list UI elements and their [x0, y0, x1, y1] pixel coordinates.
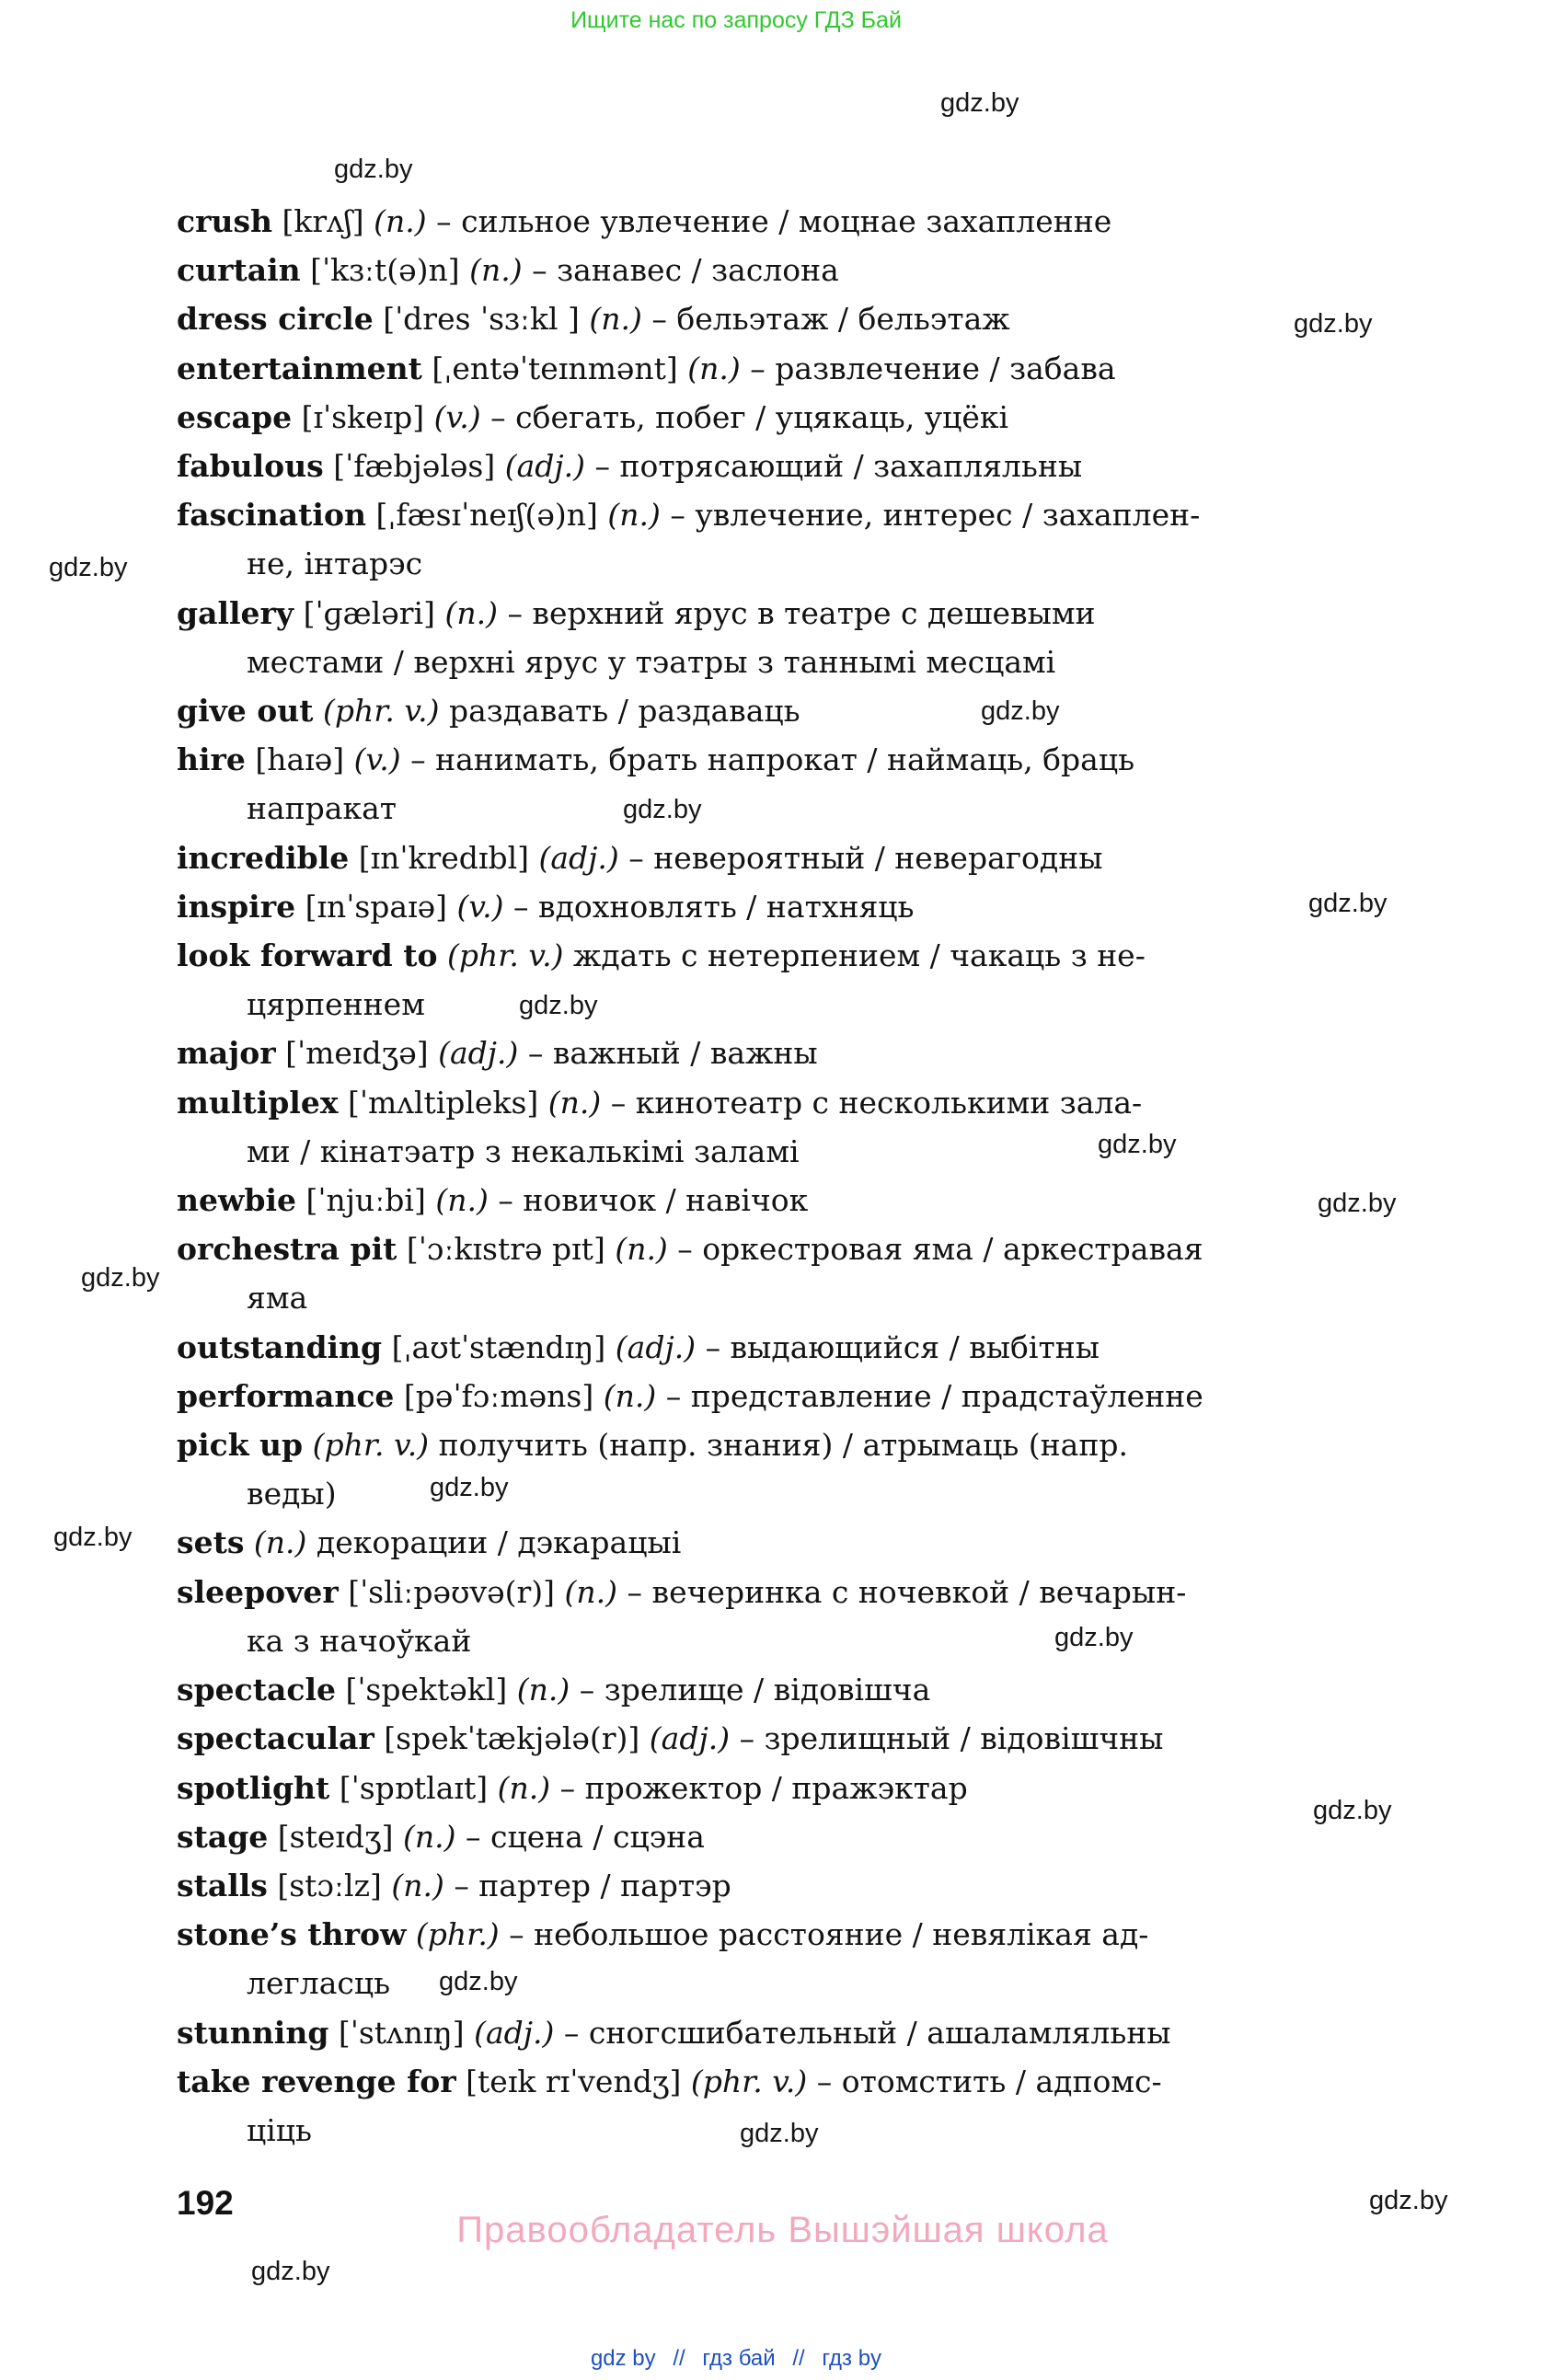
- entry-translation: – зрелищный / відовішчны: [730, 1720, 1164, 1757]
- entry-translation: – бельэтаж / бельэтаж: [641, 301, 1010, 338]
- entry-first-line: [177, 1868, 731, 1903]
- entry-first-line: [177, 1231, 1203, 1267]
- dictionary-entry: [0, 197, 1543, 246]
- entry-translation: – важный / важны: [518, 1035, 818, 1072]
- entry-headword: sleepover: [177, 1573, 339, 1610]
- dictionary-entry: [0, 1323, 1543, 1372]
- entry-headword: orchestra pit: [177, 1231, 397, 1268]
- entry-part-of-speech: (n.): [244, 1524, 307, 1561]
- footer-link-gdz-bai[interactable]: гдз бай: [702, 2346, 776, 2371]
- dictionary-entry: [0, 1568, 1543, 1665]
- entry-first-line: [177, 1574, 1186, 1610]
- dictionary-entry: [0, 246, 1543, 294]
- footer-links: [0, 2346, 1472, 2372]
- dictionary-entry: [0, 1812, 1543, 1861]
- entry-transcription: [ˈkɜːt(ə)n]: [300, 252, 460, 289]
- entry-continuation-line: ми / кінатэатр з некалькімі заламі: [247, 1133, 800, 1169]
- entry-headword: stunning: [177, 2014, 329, 2051]
- entry-part-of-speech: (adj.): [639, 1720, 731, 1757]
- dictionary-entry: [0, 686, 1543, 735]
- entry-translation: ждать с нетерпением / чакаць з не-: [563, 937, 1146, 974]
- dictionary-entry: [0, 931, 1543, 1029]
- entry-first-line: [177, 840, 1102, 876]
- entry-first-line: [177, 1035, 818, 1071]
- entry-headword: inspire: [177, 888, 296, 925]
- entry-first-line: [177, 252, 839, 288]
- entry-headword: give out: [177, 693, 314, 730]
- entry-part-of-speech: (v.): [344, 742, 401, 778]
- dictionary-entry: [0, 1372, 1543, 1420]
- entry-first-line: [177, 1770, 968, 1806]
- dictionary-entry: [0, 1910, 1543, 2007]
- entry-part-of-speech: (n.): [381, 1867, 444, 1903]
- entry-transcription: [ˈmʌltipleks]: [338, 1084, 539, 1121]
- dictionary-entry: [0, 1078, 1543, 1176]
- entry-translation: – сногсшибательный / ашаламляльны: [554, 2014, 1171, 2051]
- entry-transcription: [haɪə]: [245, 742, 345, 778]
- dictionary-entry: [0, 1518, 1543, 1567]
- entry-first-line: [177, 203, 1111, 239]
- dictionary-entry: [0, 834, 1543, 882]
- entry-headword: performance: [177, 1377, 395, 1414]
- entry-transcription: [ˈɡæləri]: [294, 594, 435, 631]
- footer-separator: //: [792, 2346, 805, 2371]
- entry-headword: spotlight: [177, 1769, 330, 1806]
- entry-translation: – нанимать, брать напрокат / наймаць, браць: [400, 742, 1135, 778]
- dictionary-entry: [0, 442, 1543, 490]
- entry-part-of-speech: (adj.): [428, 1035, 519, 1072]
- entry-part-of-speech: (adj.): [529, 839, 619, 876]
- entry-part-of-speech: (n.): [434, 594, 498, 631]
- entry-continuation-line: легласць: [247, 1965, 391, 2002]
- entry-transcription: [pəˈfɔːməns]: [394, 1377, 594, 1414]
- dictionary-entry: [0, 1714, 1543, 1763]
- entry-headword: pick up: [177, 1427, 304, 1464]
- entry-transcription: [ɪnˈspaɪə]: [295, 888, 448, 925]
- entry-translation: – верхний ярус в театре с дешевыми: [497, 594, 1096, 631]
- dictionary-entry: [0, 1176, 1543, 1224]
- dictionary-entry: [0, 1224, 1543, 1322]
- entry-transcription: [ˈmeɪdʒə]: [275, 1035, 429, 1072]
- entry-transcription: [ɪˈskeɪp]: [292, 398, 425, 435]
- dictionary-entry: [0, 1764, 1543, 1812]
- entry-headword: newbie: [177, 1182, 297, 1219]
- dictionary-entry: [0, 344, 1543, 393]
- entry-continuation-line: напракат: [247, 790, 397, 827]
- gdz-watermark: gdz.by: [251, 2257, 330, 2286]
- entry-continuation-line: веды): [247, 1476, 337, 1512]
- gdz-watermark: gdz.by: [430, 1473, 509, 1502]
- entry-headword: incredible: [177, 839, 350, 876]
- entry-translation: – занавес / заслона: [522, 252, 839, 289]
- entry-transcription: [ˈstʌnɪŋ]: [328, 2014, 465, 2051]
- dictionary-entry: [0, 589, 1543, 686]
- entry-continuation-line: не, інтарэс: [247, 546, 423, 582]
- gdz-watermark: gdz.by: [740, 2119, 819, 2148]
- entry-transcription: [ˈspɒtlaɪt]: [329, 1769, 489, 1806]
- entry-continuation-line: местами / верхні ярус у тэатры з таннымі месцамі: [247, 643, 1056, 680]
- entry-transcription: [ˈdres ˈsɜːkl ]: [373, 301, 580, 338]
- footer-separator: //: [673, 2346, 685, 2371]
- gdz-watermark: gdz.by: [1318, 1189, 1397, 1218]
- dictionary-entry: [0, 393, 1543, 442]
- entry-translation: – кинотеатр с несколькими зала-: [601, 1084, 1143, 1121]
- entry-headword: escape: [177, 398, 293, 435]
- entry-headword: look forward to: [177, 937, 438, 974]
- entry-translation: – прожектор / пражэктар: [550, 1769, 968, 1806]
- entry-headword: crush: [177, 203, 273, 239]
- entry-headword: gallery: [177, 594, 294, 631]
- entry-first-line: [177, 301, 1010, 337]
- entry-first-line: [177, 497, 1200, 533]
- entry-first-line: [177, 1720, 1163, 1756]
- entry-first-line: [177, 1085, 1142, 1121]
- entry-transcription: [ˈfæbjələs]: [323, 448, 496, 485]
- entry-first-line: [177, 1427, 1128, 1463]
- entry-translation: раздавать / раздаваць: [439, 693, 800, 730]
- entry-part-of-speech: (n.): [538, 1084, 602, 1121]
- entry-headword: spectacle: [177, 1672, 336, 1708]
- entry-part-of-speech: (adj.): [495, 448, 585, 485]
- promo-header: Ищите нас по запросу ГДЗ Бай: [570, 7, 902, 33]
- entry-first-line: [177, 448, 1082, 484]
- entry-first-line: [177, 742, 1134, 777]
- entry-part-of-speech: (n.): [579, 301, 642, 338]
- entry-first-line: [177, 595, 1096, 631]
- gdz-watermark: gdz.by: [53, 1523, 132, 1552]
- entry-transcription: [ˌfæsɪˈneɪʃ(ə)n]: [365, 497, 598, 534]
- entry-translation: – небольшое расстояние / невялікая ад-: [499, 1916, 1149, 1953]
- entry-continuation-line: ціць: [247, 2111, 312, 2148]
- entry-headword: stone’s throw: [177, 1916, 407, 1953]
- gdz-watermark: gdz.by: [1098, 1130, 1177, 1159]
- entry-translation: – новичок / навічок: [488, 1182, 809, 1219]
- entry-part-of-speech: (n.): [363, 203, 427, 239]
- entry-part-of-speech: (adj.): [605, 1328, 697, 1365]
- entry-part-of-speech: (phr. v.): [313, 693, 440, 730]
- entry-headword: spectacular: [177, 1720, 374, 1757]
- entry-part-of-speech: (phr. v.): [681, 2063, 808, 2099]
- entry-part-of-speech: (n.): [593, 1377, 657, 1414]
- entry-headword: stage: [177, 1818, 269, 1855]
- entry-transcription: [steɪdʒ]: [268, 1818, 394, 1855]
- entry-translation: – представление / прадстаўленне: [656, 1377, 1203, 1414]
- entry-part-of-speech: (phr. v.): [437, 937, 564, 974]
- entry-first-line: [177, 2015, 1171, 2051]
- entry-continuation-line: цярпеннем: [247, 986, 425, 1023]
- entry-first-line: [177, 937, 1146, 973]
- entry-transcription: [ˈnjuːbi]: [296, 1182, 426, 1219]
- entry-first-line: [177, 1916, 1148, 1952]
- entry-headword: sets: [177, 1524, 245, 1561]
- entry-translation: – вдохновлять / натхняць: [503, 888, 915, 925]
- gdz-watermark: gdz.by: [81, 1263, 160, 1293]
- entry-part-of-speech: (n.): [488, 1769, 551, 1806]
- entry-part-of-speech: (n.): [555, 1573, 618, 1610]
- gdz-watermark: gdz.by: [439, 1967, 518, 1996]
- entries: [0, 197, 1543, 2155]
- entry-part-of-speech: (n.): [507, 1672, 570, 1708]
- entry-headword: hire: [177, 742, 246, 778]
- entry-headword: major: [177, 1035, 276, 1072]
- entry-headword: take revenge for: [177, 2063, 456, 2099]
- entry-first-line: [177, 351, 1116, 386]
- entry-translation: – партер / партэр: [443, 1867, 731, 1903]
- entry-headword: fascination: [177, 497, 366, 534]
- page-number: 192: [177, 2184, 234, 2222]
- entry-translation: – сильное увлечение / моцнае захапленне: [426, 203, 1112, 239]
- gdz-watermark: gdz.by: [519, 991, 598, 1020]
- entry-transcription: [ˌaʊtˈstændɪŋ]: [382, 1328, 606, 1365]
- entry-first-line: [177, 889, 914, 925]
- entry-continuation-line: ка з начоўкай: [247, 1622, 472, 1659]
- entry-translation: – невероятный / неверагодны: [618, 839, 1103, 876]
- entry-first-line: [177, 1672, 930, 1707]
- entry-transcription: [ɪnˈkredɪbl]: [349, 839, 530, 876]
- gdz-watermark: gdz.by: [1294, 309, 1373, 339]
- entry-headword: dress circle: [177, 301, 374, 338]
- entry-headword: outstanding: [177, 1328, 383, 1365]
- entry-transcription: [ˌentəˈteɪnmənt]: [421, 350, 678, 386]
- gdz-watermark: gdz.by: [1313, 1796, 1392, 1825]
- entry-first-line: [177, 399, 1008, 435]
- entry-first-line: [177, 693, 800, 729]
- gdz-watermark: gdz.by: [981, 696, 1060, 726]
- entry-translation: – сбегать, побег / уцякаць, уцёкі: [480, 398, 1009, 435]
- gdz-watermark: gdz.by: [623, 795, 702, 824]
- entry-transcription: [teɪk rɪˈvendʒ]: [455, 2063, 682, 2099]
- entry-headword: stalls: [177, 1867, 268, 1903]
- gdz-watermark: gdz.by: [334, 155, 413, 184]
- entry-translation: – потрясающий / захапляльны: [584, 448, 1083, 485]
- entry-part-of-speech: (n.): [605, 1231, 668, 1268]
- entry-translation: – сцена / сцэна: [455, 1818, 705, 1855]
- entry-part-of-speech: (n.): [459, 252, 523, 289]
- entry-translation: – вечеринка с ночевкой / вечарын-: [617, 1573, 1187, 1610]
- entry-continuation-line: яма: [247, 1280, 308, 1316]
- entry-part-of-speech: (v.): [424, 398, 481, 435]
- entry-first-line: [177, 1182, 808, 1218]
- dictionary-entry: [0, 882, 1543, 931]
- gdz-watermark: gdz.by: [1308, 889, 1388, 918]
- gdz-watermark: gdz.by: [1054, 1623, 1134, 1652]
- entry-first-line: [177, 2064, 1162, 2099]
- dictionary-entry: [0, 2057, 1543, 2155]
- entry-headword: curtain: [177, 252, 301, 289]
- dictionary-entry: [0, 1665, 1543, 1714]
- entry-translation: – оркестровая яма / аркестравая: [667, 1231, 1203, 1268]
- entry-headword: fabulous: [177, 448, 324, 485]
- entry-translation: – отомстить / адпомс-: [807, 2063, 1162, 2099]
- entry-translation: – увлечение, интерес / захаплен-: [660, 497, 1201, 534]
- footer-link-gdz-by[interactable]: gdz by: [590, 2346, 656, 2371]
- entry-part-of-speech: (n.): [393, 1818, 456, 1855]
- dictionary-entry: [0, 735, 1543, 833]
- entry-part-of-speech: (n.): [597, 497, 661, 534]
- entry-first-line: [177, 1819, 705, 1855]
- entry-translation: – выдающийся / выбітны: [696, 1328, 1100, 1365]
- entry-transcription: [ˈsliːpəʊvə(r)]: [338, 1573, 556, 1610]
- dictionary-entry: [0, 1861, 1543, 1910]
- entry-translation: декорации / дэкарацыі: [306, 1524, 682, 1561]
- entry-part-of-speech: (n.): [677, 350, 741, 386]
- entry-transcription: [spekˈtækjələ(r)]: [374, 1720, 640, 1757]
- entry-translation: – зрелище / відовішча: [570, 1672, 931, 1708]
- entry-part-of-speech: (phr. v.): [303, 1427, 430, 1464]
- entry-headword: multiplex: [177, 1084, 339, 1121]
- gdz-watermark: gdz.by: [940, 88, 1019, 118]
- entry-part-of-speech: (v.): [447, 888, 504, 925]
- copyright-line: Правообладатель Вышэйшая школа: [456, 2210, 1109, 2250]
- entry-part-of-speech: (phr.): [406, 1916, 500, 1953]
- entry-first-line: [177, 1524, 681, 1560]
- dictionary-entry: [0, 2008, 1543, 2057]
- dictionary-entry: [0, 490, 1543, 588]
- gdz-watermark: gdz.by: [1369, 2186, 1448, 2215]
- gdz-watermark: gdz.by: [49, 553, 128, 582]
- entry-part-of-speech: (adj.): [464, 2014, 555, 2051]
- entry-transcription: [stɔːlz]: [267, 1867, 382, 1903]
- entry-first-line: [177, 1329, 1100, 1365]
- entry-translation: – развлечение / забава: [740, 350, 1116, 386]
- entry-first-line: [177, 1378, 1203, 1414]
- entry-headword: entertainment: [177, 350, 422, 386]
- entry-transcription: [krʌʃ]: [272, 203, 364, 239]
- entry-translation: получить (напр. знания) / атрымаць (напр.: [429, 1427, 1128, 1464]
- entry-transcription: [ˈspektəkl]: [336, 1672, 508, 1708]
- dictionary-entry: [0, 294, 1543, 343]
- footer-link-gdz-by-cyrillic[interactable]: гдз by: [822, 2346, 882, 2371]
- entry-transcription: [ˈɔːkɪstrə pɪt]: [397, 1231, 605, 1268]
- entry-part-of-speech: (n.): [425, 1182, 489, 1219]
- dictionary-entry: [0, 1029, 1543, 1077]
- dictionary-entry: [0, 1420, 1543, 1518]
